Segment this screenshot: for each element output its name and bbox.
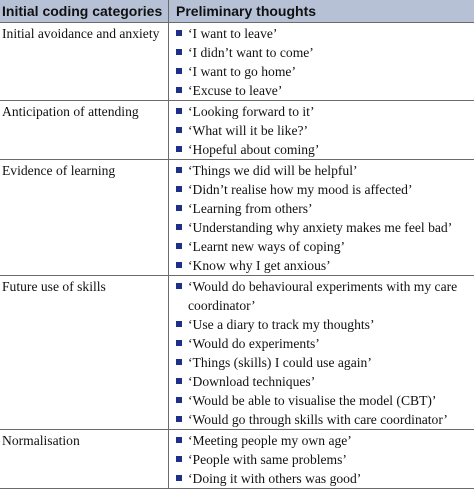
thought-text: ‘Use a diary to track my thoughts’: [188, 317, 375, 332]
thought-text: ‘Looking forward to it’: [188, 104, 315, 119]
list-item: [176, 391, 474, 410]
thoughts-cell: [169, 276, 474, 429]
thought-text: ‘Excuse to leave’: [188, 83, 283, 98]
thought-text: ‘Would go through skills with care coordinator’: [188, 412, 448, 427]
square-bullet-icon: [176, 321, 182, 327]
table-row: [0, 101, 474, 160]
list-item: [176, 102, 474, 121]
square-bullet-icon: [176, 224, 182, 230]
table-header-row: [0, 0, 474, 23]
list-item: [176, 24, 474, 43]
list-item: [176, 256, 474, 275]
square-bullet-icon: [176, 30, 182, 36]
thought-text: ‘I want to go home’: [188, 64, 296, 79]
list-item: [176, 277, 474, 315]
square-bullet-icon: [176, 378, 182, 384]
list-item: [176, 199, 474, 218]
square-bullet-icon: [176, 456, 182, 462]
square-bullet-icon: [176, 437, 182, 443]
thought-text: ‘I didn’t want to come’: [188, 45, 314, 60]
list-item: [176, 353, 474, 372]
thought-text: ‘Learnt new ways of coping’: [188, 239, 346, 254]
list-item: [176, 237, 474, 256]
square-bullet-icon: [176, 397, 182, 403]
list-item: [176, 450, 474, 469]
category-cell: Evidence of learning: [0, 160, 169, 275]
category-cell: Initial avoidance and anxiety: [0, 23, 169, 100]
square-bullet-icon: [176, 146, 182, 152]
square-bullet-icon: [176, 186, 182, 192]
category-cell: Anticipation of attending: [0, 101, 169, 159]
thought-text: ‘Doing it with others was good’: [188, 471, 362, 486]
thought-text: ‘Things (skills) I could use again’: [188, 355, 372, 370]
thought-text: ‘Learning from others’: [188, 201, 313, 216]
square-bullet-icon: [176, 108, 182, 114]
category-column-header: Initial coding categories: [0, 0, 169, 22]
table-row: [0, 23, 474, 101]
list-item: [176, 180, 474, 199]
square-bullet-icon: [176, 127, 182, 133]
list-item: [176, 372, 474, 391]
list-item: [176, 81, 474, 100]
thought-text: ‘Would be able to visualise the model (CBT)’: [188, 393, 437, 408]
category-cell: Normalisation: [0, 430, 169, 488]
square-bullet-icon: [176, 205, 182, 211]
table-row: [0, 430, 474, 489]
list-item: [176, 43, 474, 62]
list-item: [176, 410, 474, 429]
square-bullet-icon: [176, 262, 182, 268]
list-item: [176, 218, 474, 237]
thought-text: ‘I want to leave’: [188, 26, 278, 41]
square-bullet-icon: [176, 340, 182, 346]
square-bullet-icon: [176, 87, 182, 93]
thoughts-cell: [169, 430, 474, 488]
list-item: [176, 315, 474, 334]
table-body: [0, 23, 474, 489]
thought-text: ‘Meeting people my own age’: [188, 433, 352, 448]
table-row: [0, 276, 474, 430]
list-item: [176, 161, 474, 180]
square-bullet-icon: [176, 475, 182, 481]
square-bullet-icon: [176, 167, 182, 173]
thoughts-column-header: Preliminary thoughts: [176, 3, 317, 19]
thought-text: ‘People with same problems’: [188, 452, 347, 467]
square-bullet-icon: [176, 416, 182, 422]
table-row: [0, 160, 474, 276]
category-cell: Future use of skills: [0, 276, 169, 429]
list-item: [176, 334, 474, 353]
thought-text: ‘What will it be like?’: [188, 123, 309, 138]
square-bullet-icon: [176, 359, 182, 365]
square-bullet-icon: [176, 283, 182, 289]
thought-text: ‘Would do behavioural experiments with my care coordinator’: [188, 279, 458, 313]
list-item: [176, 431, 474, 450]
thought-text: ‘Understanding why anxiety makes me feel bad’: [188, 220, 453, 235]
thoughts-cell: [169, 101, 474, 159]
thought-text: ‘Would do experiments’: [188, 336, 320, 351]
thoughts-cell: [169, 160, 474, 275]
thought-text: ‘Know why I get anxious’: [188, 258, 331, 273]
square-bullet-icon: [176, 243, 182, 249]
list-item: [176, 62, 474, 81]
thought-text: ‘Didn’t realise how my mood is affected’: [188, 182, 413, 197]
thought-text: ‘Hopeful about coming’: [188, 142, 320, 157]
list-item: [176, 121, 474, 140]
thought-text: ‘Download techniques’: [188, 374, 316, 389]
list-item: [176, 469, 474, 488]
square-bullet-icon: [176, 49, 182, 55]
square-bullet-icon: [176, 68, 182, 74]
thought-text: ‘Things we did will be helpful’: [188, 163, 358, 178]
thoughts-cell: [169, 23, 474, 100]
list-item: [176, 140, 474, 159]
